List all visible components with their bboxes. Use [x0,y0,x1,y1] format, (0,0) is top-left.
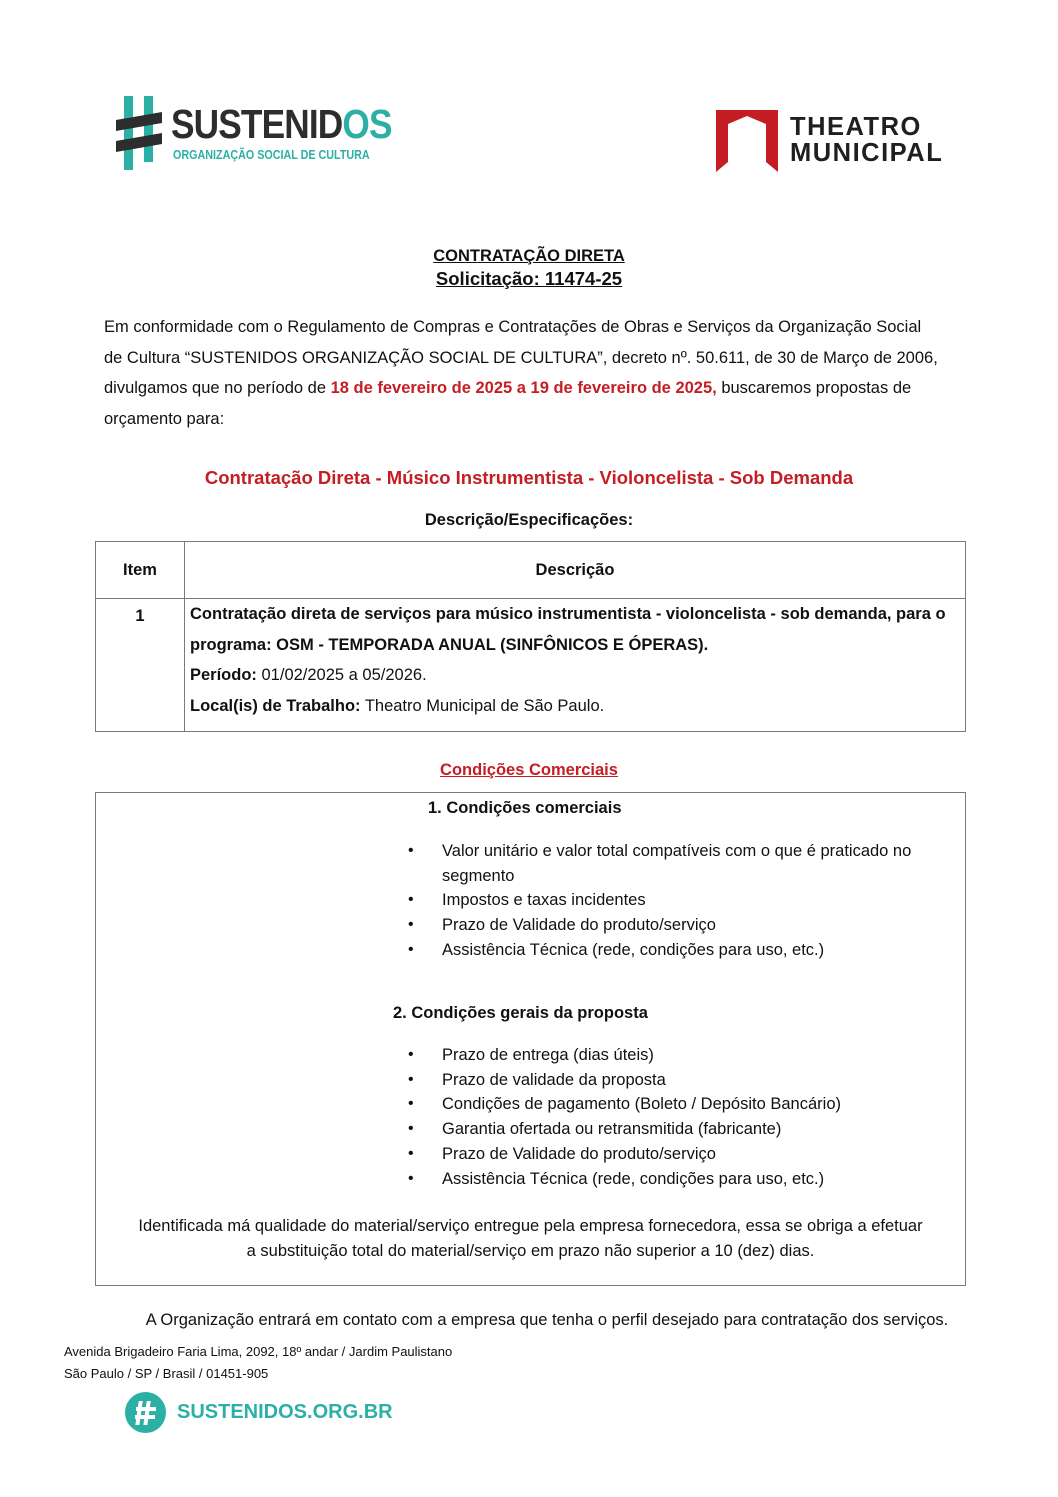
header-description: Descrição [185,542,966,599]
contact-note: A Organização entrará em contato com a empresa que tenha o perfil desejado para contratação dos serviços. [145,1311,949,1329]
table-header-row [96,542,966,599]
list-item: • Prazo de validade da proposta [408,1068,962,1093]
hash-icon [116,94,168,172]
description-text: Contratação direta de serviços para músico instrumentista - violoncelista - sob demanda, para o programa: OSM - TEMPORADA ANUAL (SINFÔNICOS E ÓPERAS). [190,605,946,654]
list-item: • Assistência Técnica (rede, condições para uso, etc.) [408,1167,962,1192]
list-item: • Prazo de entrega (dias úteis) [408,1043,962,1068]
sustenidos-wordmark: SUSTENIDOS [171,101,392,147]
closing-note: Identificada má qualidade do material/serviço entregue pela empresa fornecedora, essa se obriga a efetuar a substituição total do material/serviço em prazo não superior a 10 (dez) dias. [138,1217,923,1260]
hash-circle-icon [125,1392,166,1433]
list-item: • Prazo de Validade do produto/serviço [408,1142,962,1167]
section1-heading: 1. Condições comerciais [428,799,622,817]
sustenidos-subtitle: ORGANIZAÇÃO SOCIAL DE CULTURA [173,148,370,162]
header-item: Item [96,542,185,599]
theatro-municipal-logo [716,108,956,174]
section2-heading: 2. Condições gerais da proposta [393,1004,648,1022]
period-line: Período: 01/02/2025 a 05/2026. [190,666,427,684]
period-highlight: 18 de fevereiro de 2025 a 19 de fevereiro de 2025, [330,379,717,397]
intro-paragraph: Em conformidade com o Regulamento de Compras e Contratações de Obras e Serviços da Organização Social de Cultura “SUSTENIDOS ORGANIZAÇÃO SOCIAL DE CULTURA”, decreto nº. 50.611, de 30 de Março de 2006, divulgamos que no período de 18 de fevereiro de 2025 a 19 de fevereiro de 2025, buscaremos propostas de orçamento para: [104,318,938,428]
subject-heading: Contratação Direta - Músico Instrumentista - Violoncelista - Sob Demanda [204,467,854,488]
conditions-box [95,792,966,1286]
section1-list [408,839,962,963]
list-item: • Valor unitário e valor total compatíveis com o que é praticado no segmento [408,839,962,888]
document-title: CONTRATAÇÃO DIRETA [433,247,625,265]
list-item: • Garantia ofertada ou retransmitida (fabricante) [408,1117,962,1142]
spec-table [95,541,966,732]
address-line-2: São Paulo / SP / Brasil / 01451-905 [64,1366,269,1381]
cell-item-number: 1 [96,599,185,732]
table-row [96,599,966,732]
sustenidos-logo [116,94,392,174]
theatro-wordmark: THEATRO MUNICIPAL [790,113,944,167]
location-line: Local(is) de Trabalho: Theatro Municipal de São Paulo. [190,696,605,715]
spec-label: Descrição/Especificações: [424,511,634,529]
list-item: • Prazo de Validade do produto/serviço [408,913,962,938]
website-link[interactable]: SUSTENIDOS.ORG.BR [177,1401,393,1423]
list-item: • Condições de pagamento (Boleto / Depósito Bancário) [408,1092,962,1117]
conditions-title: Condições Comerciais [440,761,618,779]
section2-list [408,1043,962,1191]
list-item: • Impostos e taxas incidentes [408,888,962,913]
request-number: Solicitação: 11474-25 [435,268,623,289]
theatro-arch-icon [716,110,780,174]
address-line-1: Avenida Brigadeiro Faria Lima, 2092, 18º andar / Jardim Paulistano [64,1344,453,1359]
cell-description [185,599,966,732]
list-item: • Assistência Técnica (rede, condições para uso, etc.) [408,938,962,963]
